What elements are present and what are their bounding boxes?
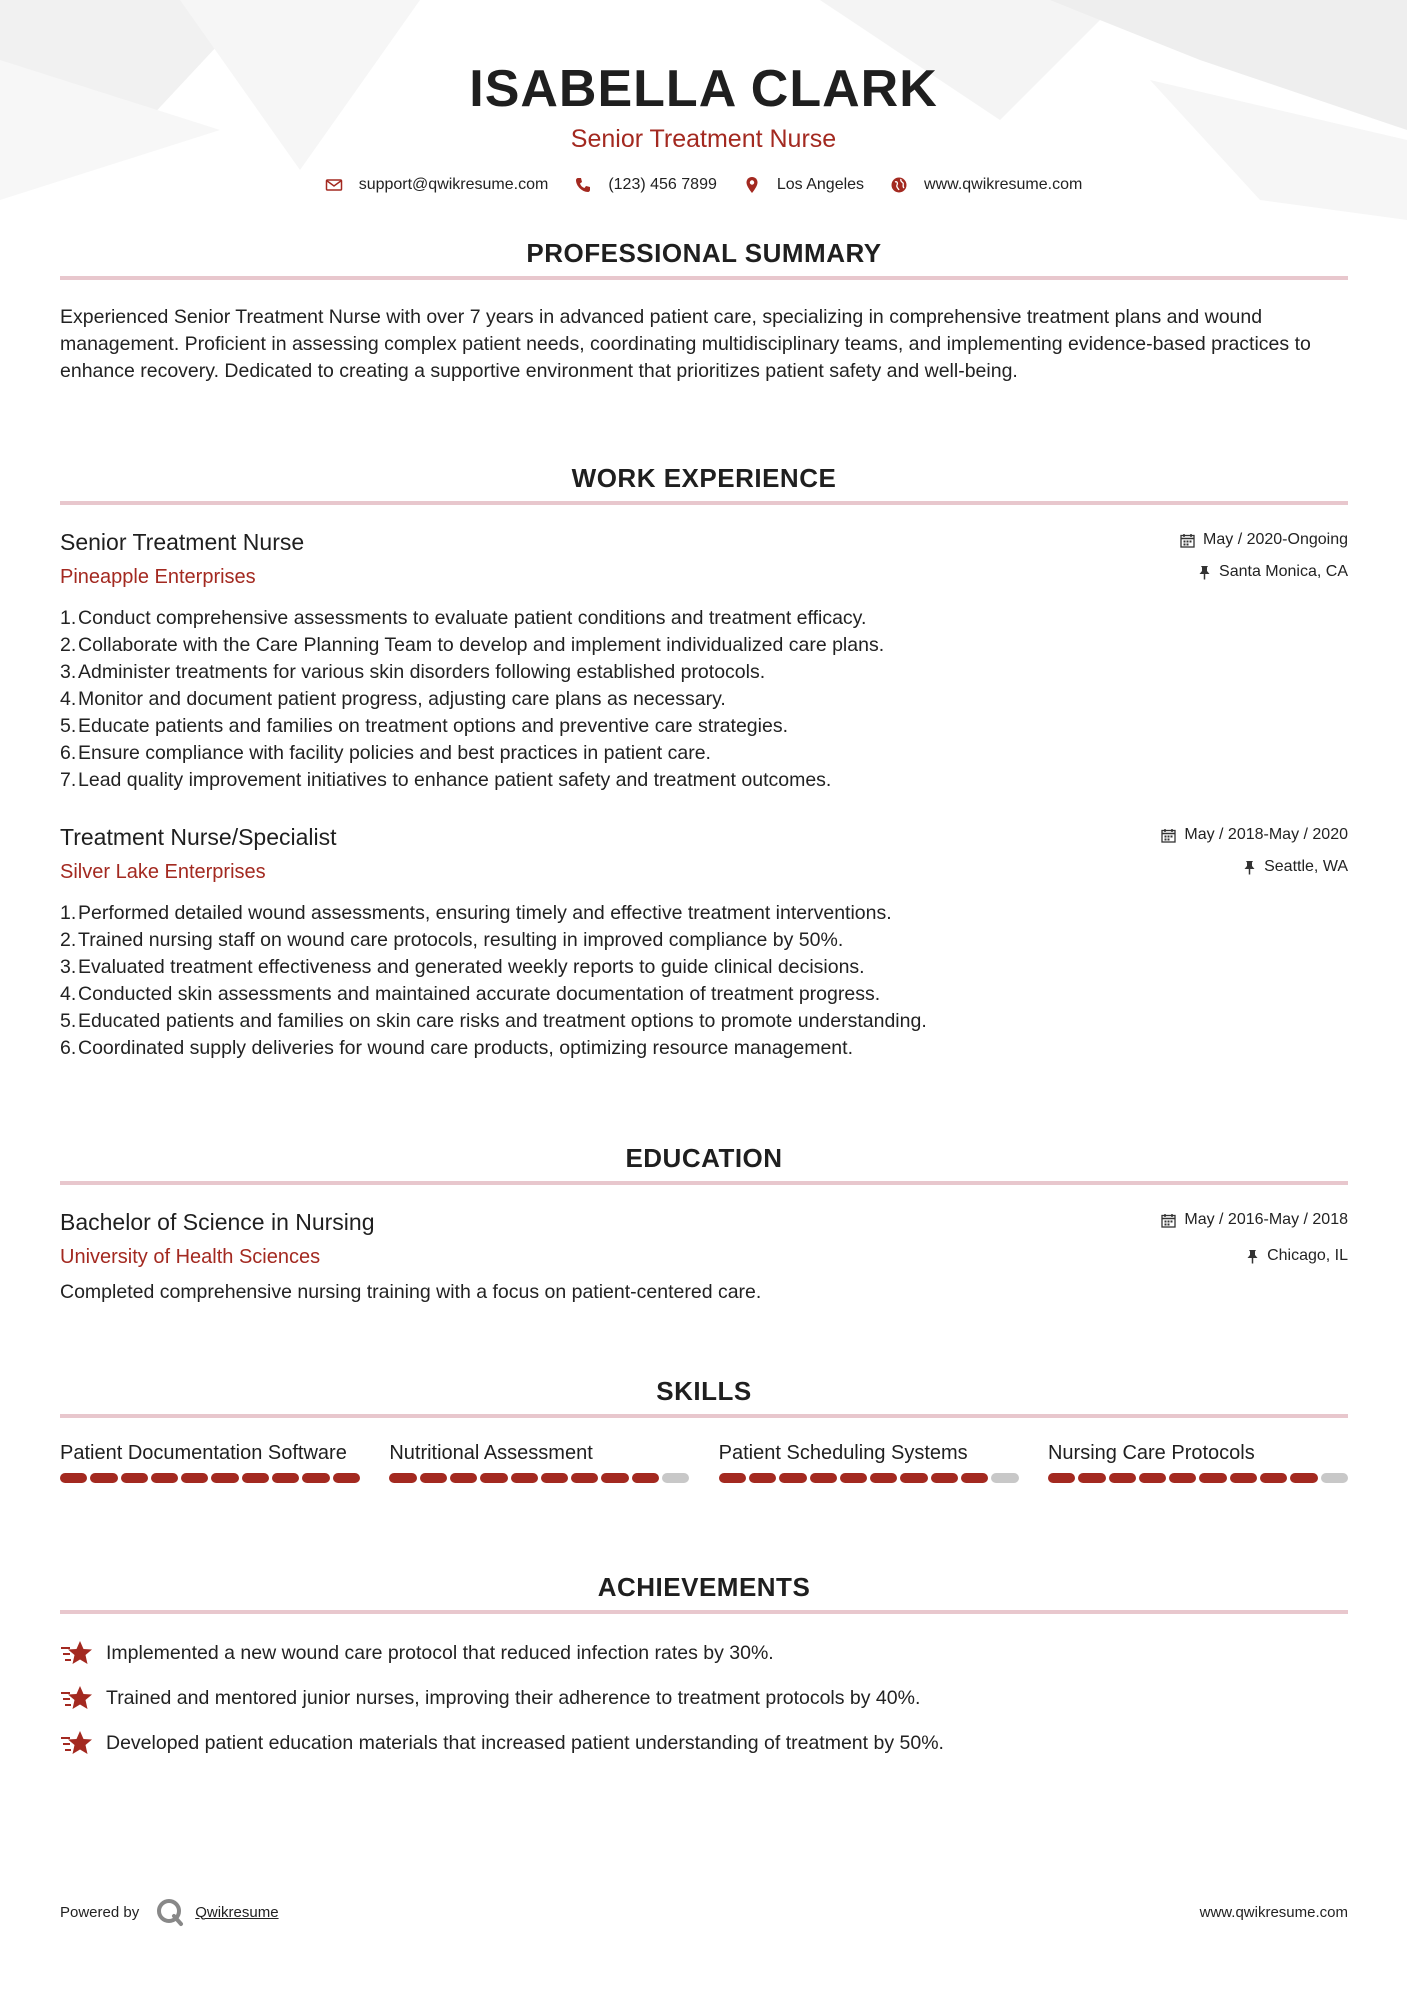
skill-segment-filled	[1230, 1473, 1257, 1483]
job-title: Senior Treatment Nurse	[60, 529, 305, 555]
contact-phone[interactable]	[574, 176, 717, 194]
globe-icon	[890, 176, 908, 194]
skill-segment-filled	[480, 1473, 507, 1483]
skill-segment-filled	[1109, 1473, 1136, 1483]
list-item: 6. Ensure compliance with facility policies and best practices in patient care.	[60, 742, 711, 764]
contact-email[interactable]	[325, 176, 549, 194]
skill-level-bar	[389, 1473, 689, 1483]
skill-name: Patient Documentation Software	[60, 1442, 347, 1464]
qwikresume-logo-icon	[155, 1897, 185, 1927]
skill-segment-filled	[272, 1473, 299, 1483]
candidate-title: Senior Treatment Nurse	[570, 125, 837, 153]
list-item: 2. Trained nursing staff on wound care protocols, resulting in improved compliance by 50%.	[60, 929, 844, 951]
skill-segment-filled	[749, 1473, 776, 1483]
skill-item	[60, 1440, 360, 1483]
job-meta	[1180, 529, 1348, 583]
skill-segment-filled	[541, 1473, 568, 1483]
skill-segment-empty	[662, 1473, 689, 1483]
skill-segment-filled	[719, 1473, 746, 1483]
contact-email-text: support@qwikresume.com	[358, 176, 549, 193]
skill-level-bar	[60, 1473, 360, 1483]
skill-name: Nursing Care Protocols	[1047, 1442, 1255, 1464]
star-icon	[60, 1639, 94, 1667]
experience-section	[60, 461, 1348, 1062]
skill-segment-filled	[1078, 1473, 1105, 1483]
education-meta	[1161, 1209, 1348, 1267]
powered-by-label: Powered by	[60, 1903, 140, 1921]
job-location: Santa Monica, CA	[1219, 563, 1348, 580]
skills-list	[60, 1440, 1348, 1483]
skill-segment-filled	[420, 1473, 447, 1483]
list-item: 5. Educated patients and families on skin care risks and treatment options to promote understanding.	[60, 1010, 927, 1032]
job-dates: May / 2020-Ongoing	[1203, 531, 1348, 548]
school-name: University of Health Sciences	[60, 1246, 321, 1268]
list-item: 5. Educate patients and families on treatment options and preventive care strategies.	[60, 715, 788, 737]
list-item: Developed patient education materials that increased patient understanding of treatment by 50%.	[60, 1728, 1348, 1758]
job-title: Treatment Nurse/Specialist	[60, 824, 337, 850]
list-item: 3. Administer treatments for various skin disorders following established protocols.	[60, 661, 766, 683]
calendar-icon	[1180, 533, 1195, 548]
education-location: Chicago, IL	[1267, 1247, 1348, 1264]
job-bullets	[60, 900, 1348, 1062]
skill-segment-filled	[1290, 1473, 1317, 1483]
calendar-icon	[1161, 1213, 1176, 1228]
job-location: Seattle, WA	[1264, 858, 1348, 875]
footer-website[interactable]: www.qwikresume.com	[1199, 1903, 1348, 1921]
contact-website[interactable]	[890, 176, 1082, 194]
candidate-name: ISABELLA CLARK	[469, 60, 938, 118]
summary-heading: PROFESSIONAL SUMMARY	[526, 238, 882, 268]
education-heading: EDUCATION	[625, 1143, 783, 1173]
skill-name: Patient Scheduling Systems	[718, 1442, 968, 1464]
list-item: 1. Performed detailed wound assessments, ensuring timely and effective treatment interventions.	[60, 902, 892, 924]
section-divider	[60, 1610, 1348, 1614]
skill-level-bar	[719, 1473, 1019, 1483]
skill-segment-filled	[90, 1473, 117, 1483]
section-divider	[60, 1181, 1348, 1185]
contact-location	[743, 176, 864, 194]
list-item: 4. Conducted skin assessments and maintained accurate documentation of treatment progress.	[60, 983, 881, 1005]
skill-segment-empty	[991, 1473, 1018, 1483]
section-divider	[60, 501, 1348, 505]
skill-segment-filled	[900, 1473, 927, 1483]
education-dates: May / 2016-May / 2018	[1184, 1211, 1348, 1228]
list-item: 4. Monitor and document patient progress, adjusting care plans as necessary.	[60, 688, 726, 710]
pushpin-icon	[1243, 860, 1256, 875]
page-footer	[60, 1892, 1348, 1932]
section-divider	[60, 276, 1348, 280]
skill-segment-filled	[571, 1473, 598, 1483]
calendar-icon	[1161, 828, 1176, 843]
degree-title: Bachelor of Science in Nursing	[60, 1209, 375, 1235]
list-item: 1. Conduct comprehensive assessments to evaluate patient conditions and treatment efficacy.	[60, 607, 867, 629]
job-company: Pineapple Enterprises	[60, 566, 256, 588]
job-bullets	[60, 605, 1348, 794]
resume-header	[0, 0, 1407, 194]
achievements-list	[60, 1638, 1348, 1758]
phone-icon	[574, 176, 592, 194]
skill-segment-filled	[211, 1473, 238, 1483]
education-section	[60, 1141, 1348, 1306]
skill-segment-filled	[450, 1473, 477, 1483]
skill-segment-filled	[333, 1473, 360, 1483]
education-description: Completed comprehensive nursing training with a focus on patient-centered care.	[60, 1281, 762, 1303]
list-item: Trained and mentored junior nurses, improving their adherence to treatment protocols by 40%.	[60, 1683, 1348, 1713]
summary-text: Experienced Senior Treatment Nurse with over 7 years in advanced patient care, specializing in comprehensive treatment plans and wound management. Proficient in assessing complex patient needs, coordinating multidisciplinary teams, and implementing evidence-based practices to enhance recovery. Dedicated to creating a supportive environment that prioritizes patient safety and well-being.	[60, 306, 1311, 382]
job-entry-2	[60, 822, 1348, 1062]
skill-segment-filled	[1199, 1473, 1226, 1483]
footer-powered-by	[60, 1897, 279, 1927]
contact-location-text: Los Angeles	[776, 176, 865, 193]
skill-segment-filled	[870, 1473, 897, 1483]
skill-segment-filled	[151, 1473, 178, 1483]
list-item: 3. Evaluated treatment effectiveness and generated weekly reports to guide clinical decisions.	[60, 956, 865, 978]
pushpin-icon	[1198, 565, 1211, 580]
achievements-heading: ACHIEVEMENTS	[597, 1572, 811, 1602]
section-divider	[60, 1414, 1348, 1418]
experience-heading: WORK EXPERIENCE	[571, 463, 837, 493]
skill-segment-filled	[121, 1473, 148, 1483]
skill-segment-filled	[302, 1473, 329, 1483]
skill-segment-filled	[961, 1473, 988, 1483]
star-icon	[60, 1729, 94, 1757]
skill-segment-filled	[810, 1473, 837, 1483]
skill-segment-filled	[511, 1473, 538, 1483]
skill-item	[389, 1440, 689, 1483]
skill-segment-filled	[60, 1473, 87, 1483]
skill-segment-filled	[601, 1473, 628, 1483]
job-company: Silver Lake Enterprises	[60, 861, 266, 883]
job-meta	[1161, 824, 1348, 878]
pushpin-icon	[1246, 1249, 1259, 1264]
skill-segment-filled	[1048, 1473, 1075, 1483]
skill-name: Nutritional Assessment	[389, 1442, 593, 1464]
contact-phone-text: (123) 456 7899	[608, 176, 717, 193]
summary-section	[60, 236, 1348, 385]
skill-segment-filled	[181, 1473, 208, 1483]
job-dates: May / 2018-May / 2020	[1184, 826, 1348, 843]
skill-segment-filled	[1260, 1473, 1287, 1483]
list-item: 7. Lead quality improvement initiatives to enhance patient safety and treatment outcomes.	[60, 769, 832, 791]
skill-segment-filled	[840, 1473, 867, 1483]
skill-segment-filled	[1169, 1473, 1196, 1483]
list-item: Implemented a new wound care protocol that reduced infection rates by 30%.	[60, 1638, 1348, 1668]
envelope-icon	[325, 176, 343, 194]
achievements-section	[60, 1570, 1348, 1773]
skill-item	[719, 1440, 1019, 1483]
skill-segment-filled	[1139, 1473, 1166, 1483]
education-entry	[60, 1207, 1348, 1306]
skills-heading: SKILLS	[656, 1376, 752, 1406]
skill-segment-empty	[1321, 1473, 1348, 1483]
list-item: 2. Collaborate with the Care Planning Team to develop and implement individualized care plans.	[60, 634, 885, 656]
skill-segment-filled	[779, 1473, 806, 1483]
skill-segment-filled	[242, 1473, 269, 1483]
skills-section	[60, 1374, 1348, 1483]
skill-segment-filled	[389, 1473, 416, 1483]
contact-website-text: www.qwikresume.com	[924, 176, 1083, 193]
skill-item	[1048, 1440, 1348, 1483]
qwikresume-link[interactable]: Qwikresume	[195, 1903, 279, 1921]
skill-segment-filled	[632, 1473, 659, 1483]
map-pin-icon	[743, 176, 761, 194]
skill-level-bar	[1048, 1473, 1348, 1483]
contact-bar	[0, 176, 1407, 194]
list-item: 6. Coordinated supply deliveries for wound care products, optimizing resource management.	[60, 1037, 853, 1059]
star-icon	[60, 1684, 94, 1712]
skill-segment-filled	[931, 1473, 958, 1483]
job-entry-1	[60, 527, 1348, 794]
